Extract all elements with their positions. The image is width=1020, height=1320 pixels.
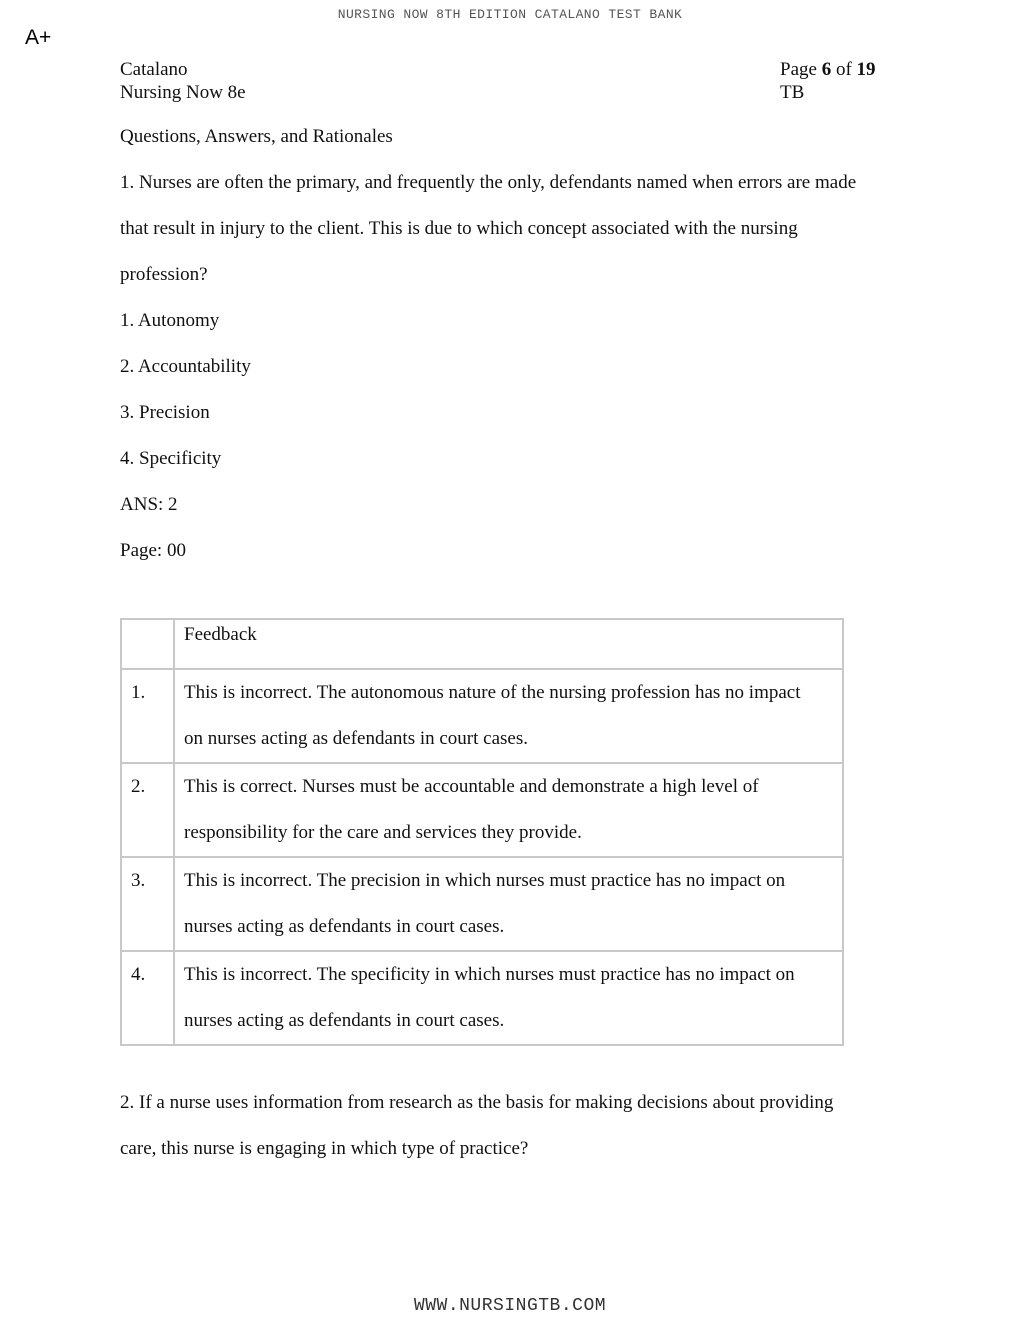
feedback-row-number: 3. (121, 857, 174, 951)
feedback-row-number: 4. (121, 951, 174, 1045)
question-1-stem-line-1: 1. Nurses are often the primary, and frequently the only, defendants named when errors are made (120, 172, 857, 193)
table-row (121, 857, 843, 951)
feedback-row-text (174, 763, 843, 857)
question-2-stem-line-1: 2. If a nurse uses information from research as the basis for making decisions about providing (120, 1092, 834, 1113)
header-left (120, 58, 246, 104)
table-row (121, 763, 843, 857)
header-author: Catalano (120, 59, 188, 80)
question-1-page: Page: 00 (120, 540, 186, 561)
feedback-header-num-cell (121, 619, 174, 669)
feedback-row-text (174, 951, 843, 1045)
question-1-stem-line-3: profession? (120, 264, 208, 285)
page-current: 6 (821, 59, 832, 80)
document-body (120, 114, 910, 1172)
question-1-answer: ANS: 2 (120, 494, 178, 515)
feedback-text-line: This is incorrect. The specificity in which nurses must practice has no impact on (184, 964, 795, 985)
feedback-table (120, 618, 844, 1046)
feedback-row-number: 1. (121, 669, 174, 763)
feedback-text-line: on nurses acting as defendants in court cases. (184, 728, 529, 749)
question-2-stem-line-2: care, this nurse is engaging in which type of practice? (120, 1138, 529, 1159)
header-tb: TB (780, 82, 805, 103)
feedback-header-cell: Feedback (174, 619, 843, 669)
footer-url: WWW.NURSINGTB.COM (413, 1296, 607, 1316)
watermark-text: NURSING NOW 8TH EDITION CATALANO TEST BANK (337, 7, 683, 22)
feedback-text-line: responsibility for the care and services they provide. (184, 822, 582, 843)
page-of: of (835, 59, 852, 80)
feedback-row-text (174, 857, 843, 951)
feedback-header-row (121, 619, 843, 669)
question-1-option: 4. Specificity (120, 448, 222, 469)
question-1-option: 3. Precision (120, 402, 210, 423)
section-title: Questions, Answers, and Rationales (120, 126, 393, 147)
feedback-text-line: This is incorrect. The autonomous nature of the nursing profession has no impact (184, 682, 801, 703)
page-total: 19 (856, 59, 876, 80)
page-prefix: Page (780, 59, 817, 80)
grade-mark: A+ (25, 26, 52, 49)
feedback-text-line: This is incorrect. The precision in which nurses must practice has no impact on (184, 870, 786, 891)
header-right (780, 58, 876, 104)
feedback-text-line: nurses acting as defendants in court cases. (184, 1010, 505, 1031)
feedback-row-number: 2. (121, 763, 174, 857)
header-book: Nursing Now 8e (120, 82, 246, 103)
feedback-text-line: nurses acting as defendants in court cases. (184, 916, 505, 937)
page-indicator (780, 58, 876, 81)
table-row (121, 951, 843, 1045)
table-row (121, 669, 843, 763)
question-1-option: 2. Accountability (120, 356, 251, 377)
feedback-text-line: This is correct. Nurses must be accountable and demonstrate a high level of (184, 776, 759, 797)
question-1-stem-line-2: that result in injury to the client. This is due to which concept associated with the nursing (120, 218, 798, 239)
feedback-row-text (174, 669, 843, 763)
question-1-option: 1. Autonomy (120, 310, 220, 331)
